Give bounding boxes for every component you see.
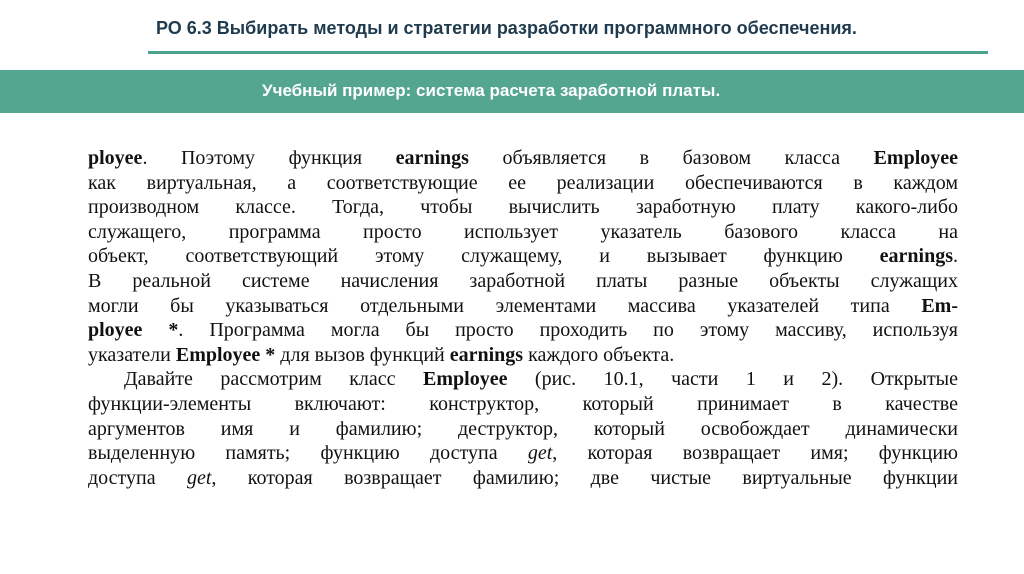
code-term-italic: get bbox=[527, 442, 553, 465]
code-term-italic: get bbox=[186, 466, 212, 489]
text-run: . Поэтому функция bbox=[142, 147, 396, 169]
text-run: доступа bbox=[88, 466, 187, 489]
code-term: earnings bbox=[879, 245, 953, 268]
code-term: earnings bbox=[449, 343, 524, 366]
text-line bbox=[88, 294, 958, 319]
code-term: ployee * bbox=[88, 319, 179, 342]
document-body bbox=[88, 146, 958, 490]
text-run: . bbox=[953, 245, 958, 268]
text-line bbox=[88, 343, 958, 368]
title-divider bbox=[148, 51, 988, 54]
text-line: служащего, программа просто использует указатель базового класса на bbox=[88, 220, 958, 243]
code-term: Em- bbox=[921, 294, 958, 317]
text-run: , которая возвращает имя; функцию bbox=[552, 442, 958, 465]
text-line: производном классе. Тогда, чтобы вычислить заработную плату какого-либо bbox=[88, 196, 958, 219]
text-run: могли бы указываться отдельными элементами массива указателей типа bbox=[88, 294, 922, 317]
text-run: объявляется в базовом класса bbox=[468, 147, 874, 169]
slide-title: РО 6.3 Выбирать методы и стратегии разработки программного обеспечения. bbox=[156, 18, 857, 38]
text-line bbox=[88, 466, 958, 491]
text-line: аргументов имя и фамилию; деструктор, который освобождает динамически bbox=[88, 417, 958, 440]
code-term: earnings bbox=[395, 147, 469, 169]
subtitle-band bbox=[0, 70, 1024, 113]
text-run: указатели bbox=[88, 343, 176, 366]
code-term: ployee bbox=[88, 147, 143, 169]
code-term: Employee bbox=[423, 368, 508, 391]
subtitle-text: Учебный пример: система расчета заработной платы. bbox=[262, 81, 721, 100]
text-line bbox=[88, 244, 958, 269]
text-run: Давайте рассмотрим класс bbox=[124, 368, 424, 391]
text-run: для вызов функций bbox=[275, 343, 450, 366]
text-line bbox=[88, 146, 958, 171]
text-run: (рис. 10.1, части 1 и 2). Открытые bbox=[507, 368, 958, 391]
text-line bbox=[88, 367, 958, 392]
text-run: выделенную память; функцию доступа bbox=[88, 442, 528, 465]
text-line bbox=[88, 441, 958, 466]
code-term: Employee * bbox=[175, 343, 276, 366]
text-run: каждого объекта. bbox=[523, 343, 675, 366]
text-line: В реальной системе начисления заработной платы разные объекты служащих bbox=[88, 269, 958, 292]
text-run: объект, соответствующий этому служащему, и вызывает функцию bbox=[88, 245, 880, 268]
text-line: как виртуальная, а соответствующие ее реализации обеспечиваются в каждом bbox=[88, 171, 958, 194]
text-line bbox=[88, 318, 958, 343]
text-run: . Программа могла бы просто проходить по этому массиву, используя bbox=[178, 319, 958, 342]
code-term: Employee bbox=[873, 147, 959, 169]
text-run: , которая возвращает фамилию; две чистые виртуальные функции bbox=[211, 466, 958, 489]
text-line: функции-элементы включают: конструктор, который принимает в качестве bbox=[88, 392, 958, 415]
